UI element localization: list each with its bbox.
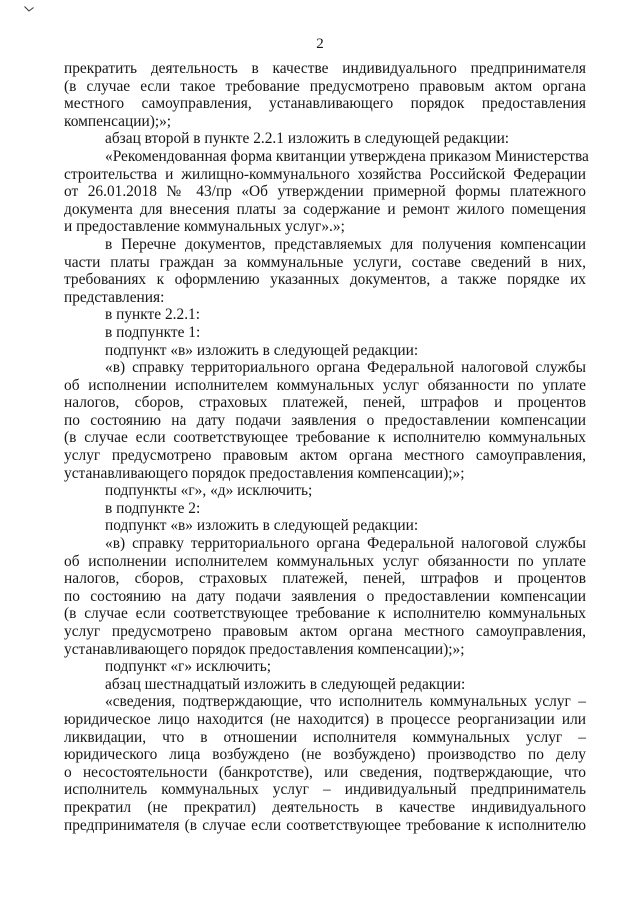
text-line: «в) справку территориального органа Федеральной налоговой службы: [105, 535, 586, 553]
text-line: ликвидации, что в отношении исполнителя коммунальных услуг –: [64, 728, 586, 746]
text-line: компенсации);»;: [64, 112, 172, 130]
text-line: абзац второй в пункте 2.2.1 изложить в следующей редакции:: [105, 130, 510, 148]
text-line: о несостоятельности (банкротстве), или сведения, подтверждающие, что: [64, 763, 586, 781]
text-line: по состоянию на дату подачи заявления о предоставлении компенсации: [64, 587, 586, 605]
text-line: подпункт «г» исключить;: [105, 658, 272, 676]
text-line: об исполнении исполнителем коммунальных услуг обязанности по уплате: [64, 552, 586, 570]
text-line: в Перечне документов, представляемых для получения компенсации: [105, 235, 586, 253]
text-line: налогов, сборов, страховых платежей, пеней, штрафов и процентов: [64, 570, 586, 588]
text-line: и предоставление коммунальных услуг».»;: [64, 218, 345, 236]
text-line: налогов, сборов, страховых платежей, пеней, штрафов и процентов: [64, 394, 586, 412]
text-line: части платы граждан за коммунальные услуги, составе сведений в них,: [64, 253, 586, 271]
text-line: подпункт «в» изложить в следующей редакции:: [105, 517, 419, 535]
page-number: 2: [316, 36, 324, 52]
text-line: в подпункте 2:: [105, 499, 201, 517]
text-line: (в случае если такое требование предусмотрено правовым актом органа: [64, 77, 586, 95]
text-line: услуг предусмотрено правовым актом органа местного самоуправления,: [64, 623, 586, 640]
text-line: подпункт «в» изложить в следующей редакции:: [105, 341, 419, 359]
text-line: документа для внесения платы за содержание и ремонт жилого помещения: [64, 200, 586, 218]
text-line: представления:: [64, 288, 165, 306]
text-line: устанавливающего порядок предоставления компенсации);»;: [64, 464, 465, 482]
text-line: об исполнении исполнителем коммунальных услуг обязанности по уплате: [64, 376, 586, 394]
text-line: юридического лица возбуждено (не возбуждено) производство по делу: [64, 746, 586, 764]
text-line: исполнитель коммунальных услуг – индивидуальный предприниматель: [64, 781, 586, 799]
text-line: прекратить деятельность в качестве индивидуального предпринимателя: [64, 60, 586, 77]
text-line: подпункты «г», «д» исключить;: [105, 482, 313, 500]
text-line: прекратил (не прекратил) деятельность в качестве индивидуального: [64, 798, 586, 816]
text-line: «в) справку территориального органа Федеральной налоговой службы: [105, 359, 586, 377]
text-line: строительства и жилищно-коммунального хозяйства Российской Федерации: [64, 165, 586, 183]
text-line: требованиях к оформлению указанных документов, а также порядке их: [64, 271, 586, 289]
text-line: устанавливающего порядок предоставления компенсации);»;: [64, 640, 465, 658]
text-line: юридическое лицо находится (не находится) в процессе реорганизации или: [64, 710, 586, 728]
text-line: в пункте 2.2.1:: [105, 306, 201, 324]
text-line: по состоянию на дату подачи заявления о предоставлении компенсации: [64, 411, 586, 429]
text-line: абзац шестнадцатый изложить в следующей редакции:: [105, 675, 466, 693]
text-line: от 26.01.2018 № 43/пр «Об утверждении примерной формы платежного: [64, 183, 586, 201]
text-line: в подпункте 1:: [105, 323, 201, 341]
scan-mark-icon: [24, 6, 34, 12]
document-body: [64, 60, 589, 834]
text-line: местного самоуправления, устанавливающего порядок предоставления: [64, 95, 586, 113]
text-line: услуг предусмотрено правовым актом органа местного самоуправления,: [64, 447, 586, 465]
text-line: (в случае если соответствующее требование к исполнителю коммунальных: [64, 605, 586, 623]
text-line: (в случае если соответствующее требование к исполнителю коммунальных: [64, 429, 586, 447]
text-line: «сведения, подтверждающие, что исполнитель коммунальных услуг –: [105, 693, 586, 711]
text-line: «Рекомендованная форма квитанции утверждена приказом Министерства: [105, 147, 589, 165]
text-line: предпринимателя (в случае если соответствующее требование к исполнителю: [64, 816, 586, 834]
